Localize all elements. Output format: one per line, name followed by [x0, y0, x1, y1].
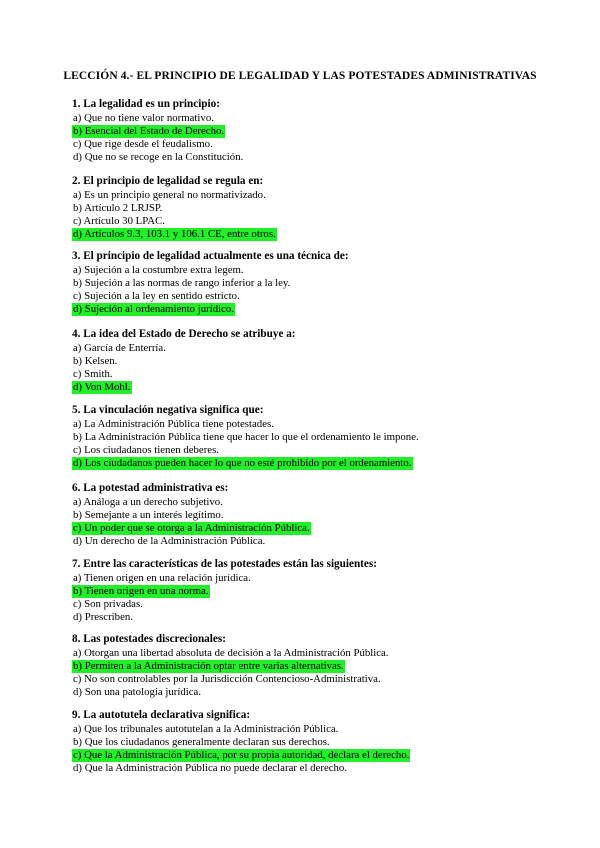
question-title: 4. La idea del Estado de Derecho se atribuye a:	[72, 328, 296, 340]
answer-option	[72, 189, 542, 202]
answer-option-text: c) Un poder que se otorga a la Administración Pública.	[73, 522, 310, 534]
answer-option-text: d) Los ciudadanos pueden hacer lo que no esté prohibido por el ordenamiento.	[73, 457, 412, 469]
question-block	[72, 404, 542, 470]
question-title: 1. La legalidad es un principio:	[72, 98, 220, 110]
answer-option-text: b) Sujeción a las normas de rango inferior a la ley.	[73, 277, 291, 289]
answer-option	[72, 215, 542, 228]
answer-option	[72, 673, 542, 686]
answer-option-correct	[72, 125, 542, 138]
question-block	[72, 98, 542, 164]
question-block	[72, 175, 542, 241]
answer-option-text: d) Sujeción al ordenamiento jurídico.	[73, 303, 235, 315]
answer-option-text: d) Artículos 9.3, 103.1 y 106.1 CE, entre otros.	[73, 228, 276, 240]
answer-option-text: d) Von Mohl.	[73, 381, 131, 393]
answer-option-text: c) Artículo 30 LPAC.	[73, 215, 165, 227]
answer-option-text: b) Que los ciudadanos generalmente declaran sus derechos.	[73, 736, 330, 748]
answer-option-text: b) Esencial del Estado de Derecho.	[73, 125, 225, 137]
answer-option-text: c) No son controlables por la Jurisdicción Contencioso-Administrativa.	[73, 673, 381, 685]
answer-option-text: c) Que la Administración Pública, por su propia autoridad, declara el derecho.	[73, 749, 410, 761]
answer-option-text: c) Que rige desde el feudalismo.	[73, 138, 213, 150]
answer-option	[72, 723, 542, 736]
answer-option-text: a) Análoga a un derecho subjetivo.	[73, 496, 223, 508]
answer-option	[72, 151, 542, 164]
answer-option	[72, 138, 542, 151]
answer-option	[72, 431, 542, 444]
answer-option-correct	[72, 585, 542, 598]
answer-option	[72, 611, 542, 624]
answer-option-text: b) La Administración Pública tiene que hacer lo que el ordenamiento le impone.	[73, 431, 419, 443]
answer-option-text: d) Un derecho de la Administración Pública.	[73, 535, 266, 547]
question-title: 3. El principio de legalidad actualmente es una técnica de:	[72, 250, 349, 262]
answer-option-text: d) Prescriben.	[73, 611, 133, 623]
answer-option-text: d) Que no se recoge en la Constitución.	[73, 151, 244, 163]
answer-option-correct	[72, 303, 542, 316]
question-block	[72, 250, 542, 316]
answer-option-text: a) Que no tiene valor normativo.	[73, 112, 214, 124]
question-title: 8. Las potestades discrecionales:	[72, 633, 226, 645]
answer-option-text: b) Artículo 2 LRJSP.	[73, 202, 163, 214]
answer-option-text: c) Son privadas.	[73, 598, 143, 610]
answer-option-text: b) Semejante a un interés legítimo.	[73, 509, 224, 521]
answer-option-correct	[72, 522, 542, 535]
answer-option	[72, 418, 542, 431]
answer-option-correct	[72, 228, 542, 241]
question-title: 9. La autotutela declarativa significa:	[72, 709, 251, 721]
answer-option	[72, 342, 542, 355]
question-block	[72, 328, 542, 394]
answer-option-correct	[72, 749, 542, 762]
answer-option	[72, 686, 542, 699]
answer-option-text: a) Otorgan una libertad absoluta de decisión a la Administración Pública.	[73, 647, 389, 659]
answer-option-correct	[72, 457, 542, 470]
answer-option	[72, 736, 542, 749]
answer-option	[72, 535, 542, 548]
answer-option-text: d) Son una patología jurídica.	[73, 686, 202, 698]
answer-option	[72, 368, 542, 381]
answer-option	[72, 509, 542, 522]
answer-option-text: a) Tienen origen en una relación jurídica.	[73, 572, 251, 584]
answer-option	[72, 496, 542, 509]
answer-option-text: c) Los ciudadanos tienen deberes.	[73, 444, 220, 456]
answer-option-text: a) Es un principio general no normativizado.	[73, 189, 266, 201]
question-block	[72, 558, 542, 624]
question-title: 5. La vinculación negativa significa que:	[72, 404, 264, 416]
answer-option-text: b) Tienen origen en una norma.	[73, 585, 209, 597]
answer-option-text: c) Sujeción a la ley en sentido estricto.	[73, 290, 240, 302]
answer-option	[72, 202, 542, 215]
answer-option-text: d) Que la Administración Pública no puede declarar el derecho.	[73, 762, 348, 774]
answer-option	[72, 444, 542, 457]
question-title: 7. Entre las características de las potestades están las siguientes:	[72, 558, 377, 570]
answer-option	[72, 112, 542, 125]
answer-option	[72, 277, 542, 290]
question-title: 6. La potestad administrativa es:	[72, 482, 229, 494]
question-block	[72, 709, 542, 775]
answer-option-text: b) Permiten a la Administración optar entre varias alternativas.	[73, 660, 344, 672]
answer-option-text: c) Smith.	[73, 368, 113, 380]
answer-option-correct	[72, 660, 542, 673]
answer-option	[72, 264, 542, 277]
answer-option	[72, 290, 542, 303]
answer-option	[72, 355, 542, 368]
question-title: 2. El principio de legalidad se regula en:	[72, 175, 264, 187]
answer-option-text: a) Sujeción a la costumbre extra legem.	[73, 264, 244, 276]
question-block	[72, 633, 542, 699]
answer-option-correct	[72, 381, 542, 394]
question-block	[72, 482, 542, 548]
page-title: LECCIÓN 4.- EL PRINCIPIO DE LEGALIDAD Y LAS POTESTADES ADMINISTRATIVAS	[63, 70, 537, 82]
answer-option-text: a) La Administración Pública tiene potestades.	[73, 418, 274, 430]
answer-option-text: a) García de Enterría.	[73, 342, 166, 354]
answer-option	[72, 598, 542, 611]
answer-option-text: b) Kelsen.	[73, 355, 118, 367]
answer-option	[72, 762, 542, 775]
answer-option	[72, 647, 542, 660]
answer-option	[72, 572, 542, 585]
answer-option-text: a) Que los tribunales autotutelan a la Administración Pública.	[73, 723, 339, 735]
